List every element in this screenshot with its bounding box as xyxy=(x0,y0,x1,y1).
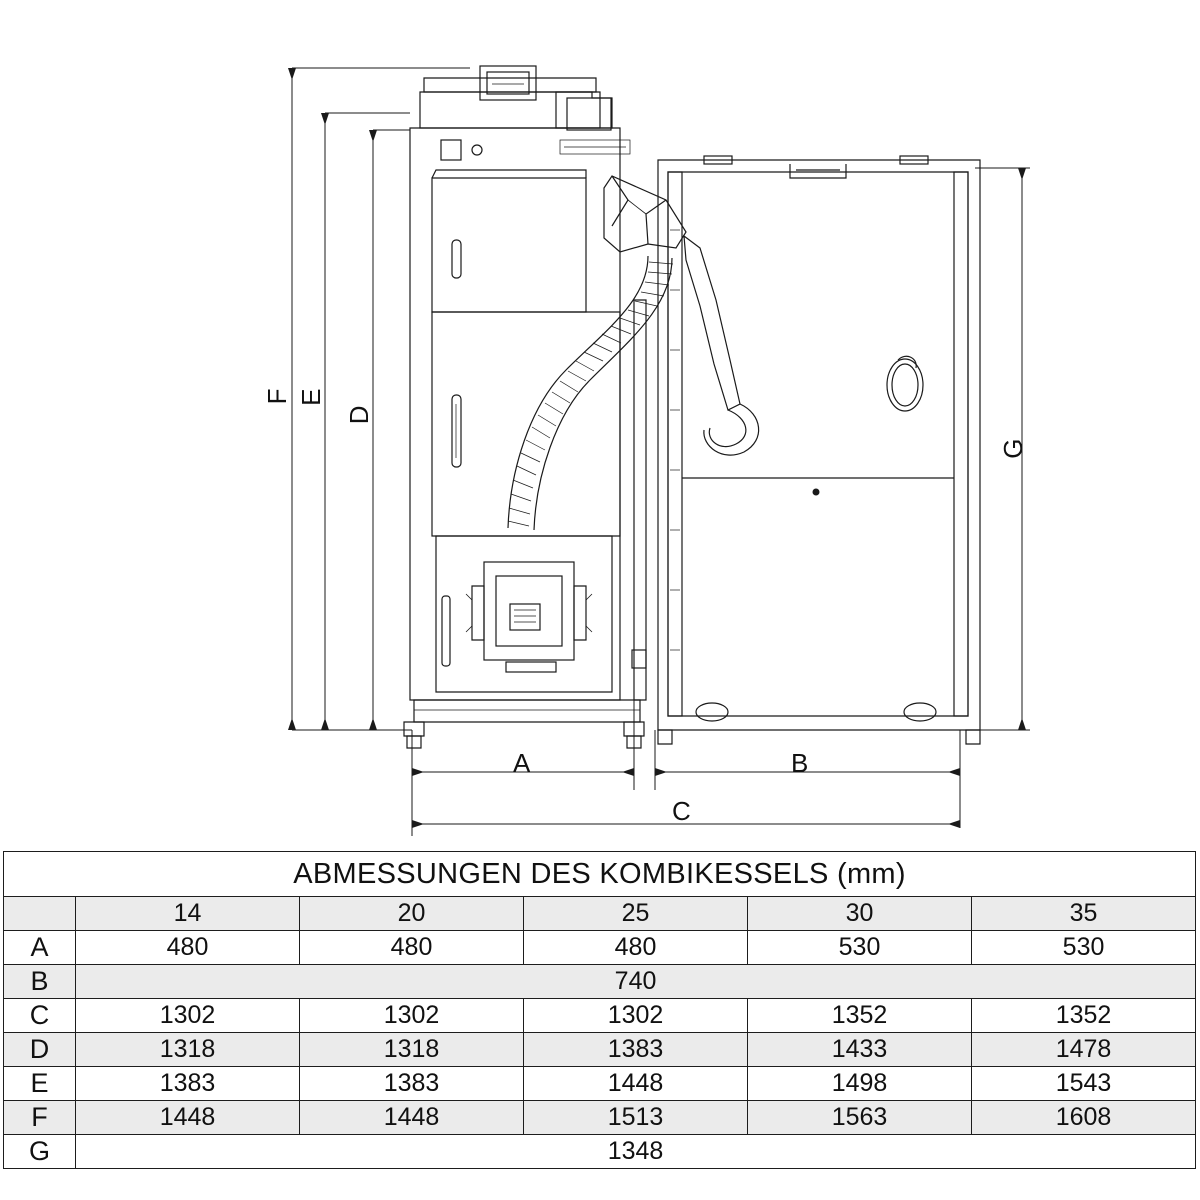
row-label-A: A xyxy=(4,931,76,965)
row-label-C: C xyxy=(4,999,76,1033)
cell-C-35: 1352 xyxy=(972,999,1196,1033)
cell-F-20: 1448 xyxy=(300,1101,524,1135)
row-label-E: E xyxy=(4,1067,76,1101)
cell-A-30: 530 xyxy=(748,931,972,965)
dim-label-B: B xyxy=(791,748,809,778)
dim-label-D: D xyxy=(344,405,374,425)
table-header-cell-20: 20 xyxy=(300,897,524,931)
table-row xyxy=(4,965,1196,999)
row-label-B: B xyxy=(4,965,76,999)
cell-E-20: 1383 xyxy=(300,1067,524,1101)
row-label-G: G xyxy=(4,1135,76,1169)
table-row xyxy=(4,999,1196,1033)
table-title-row xyxy=(4,852,1196,897)
table-header-cell-35: 35 xyxy=(972,897,1196,931)
cell-E-14: 1383 xyxy=(76,1067,300,1101)
table-header-row xyxy=(4,897,1196,931)
cell-A-35: 530 xyxy=(972,931,1196,965)
cell-C-14: 1302 xyxy=(76,999,300,1033)
table-title: ABMESSUNGEN DES KOMBIKESSELS (mm) xyxy=(4,852,1196,897)
cell-E-35: 1543 xyxy=(972,1067,1196,1101)
cell-A-14: 480 xyxy=(76,931,300,965)
cell-E-30: 1498 xyxy=(748,1067,972,1101)
cell-F-25: 1513 xyxy=(524,1101,748,1135)
cell-B-all: 740 xyxy=(76,965,1196,999)
table-row xyxy=(4,931,1196,965)
table-row xyxy=(4,1033,1196,1067)
table-header-cell-corner xyxy=(4,897,76,931)
cell-D-14: 1318 xyxy=(76,1033,300,1067)
dim-label-C: C xyxy=(672,796,692,826)
table-header-cell-30: 30 xyxy=(748,897,972,931)
cell-F-14: 1448 xyxy=(76,1101,300,1135)
cell-G-all: 1348 xyxy=(76,1135,1196,1169)
cell-D-25: 1383 xyxy=(524,1033,748,1067)
cell-F-35: 1608 xyxy=(972,1101,1196,1135)
dim-label-F: F xyxy=(262,388,292,405)
cell-D-30: 1433 xyxy=(748,1033,972,1067)
table-row xyxy=(4,1067,1196,1101)
row-label-D: D xyxy=(4,1033,76,1067)
cell-C-20: 1302 xyxy=(300,999,524,1033)
cell-C-30: 1352 xyxy=(748,999,972,1033)
cell-E-25: 1448 xyxy=(524,1067,748,1101)
cell-F-30: 1563 xyxy=(748,1101,972,1135)
row-label-F: F xyxy=(4,1101,76,1135)
dim-label-A: A xyxy=(513,748,531,778)
cell-A-20: 480 xyxy=(300,931,524,965)
cell-A-25: 480 xyxy=(524,931,748,965)
table-row xyxy=(4,1101,1196,1135)
dim-label-E: E xyxy=(296,388,326,406)
dim-label-G: G xyxy=(998,438,1028,459)
cell-D-35: 1478 xyxy=(972,1033,1196,1067)
table-row xyxy=(4,1135,1196,1169)
table-header-cell-25: 25 xyxy=(524,897,748,931)
dimensions-table-wrap xyxy=(3,851,1195,1169)
cell-D-20: 1318 xyxy=(300,1033,524,1067)
cell-C-25: 1302 xyxy=(524,999,748,1033)
dimensions-table xyxy=(3,851,1196,1169)
table-header-cell-14: 14 xyxy=(76,897,300,931)
